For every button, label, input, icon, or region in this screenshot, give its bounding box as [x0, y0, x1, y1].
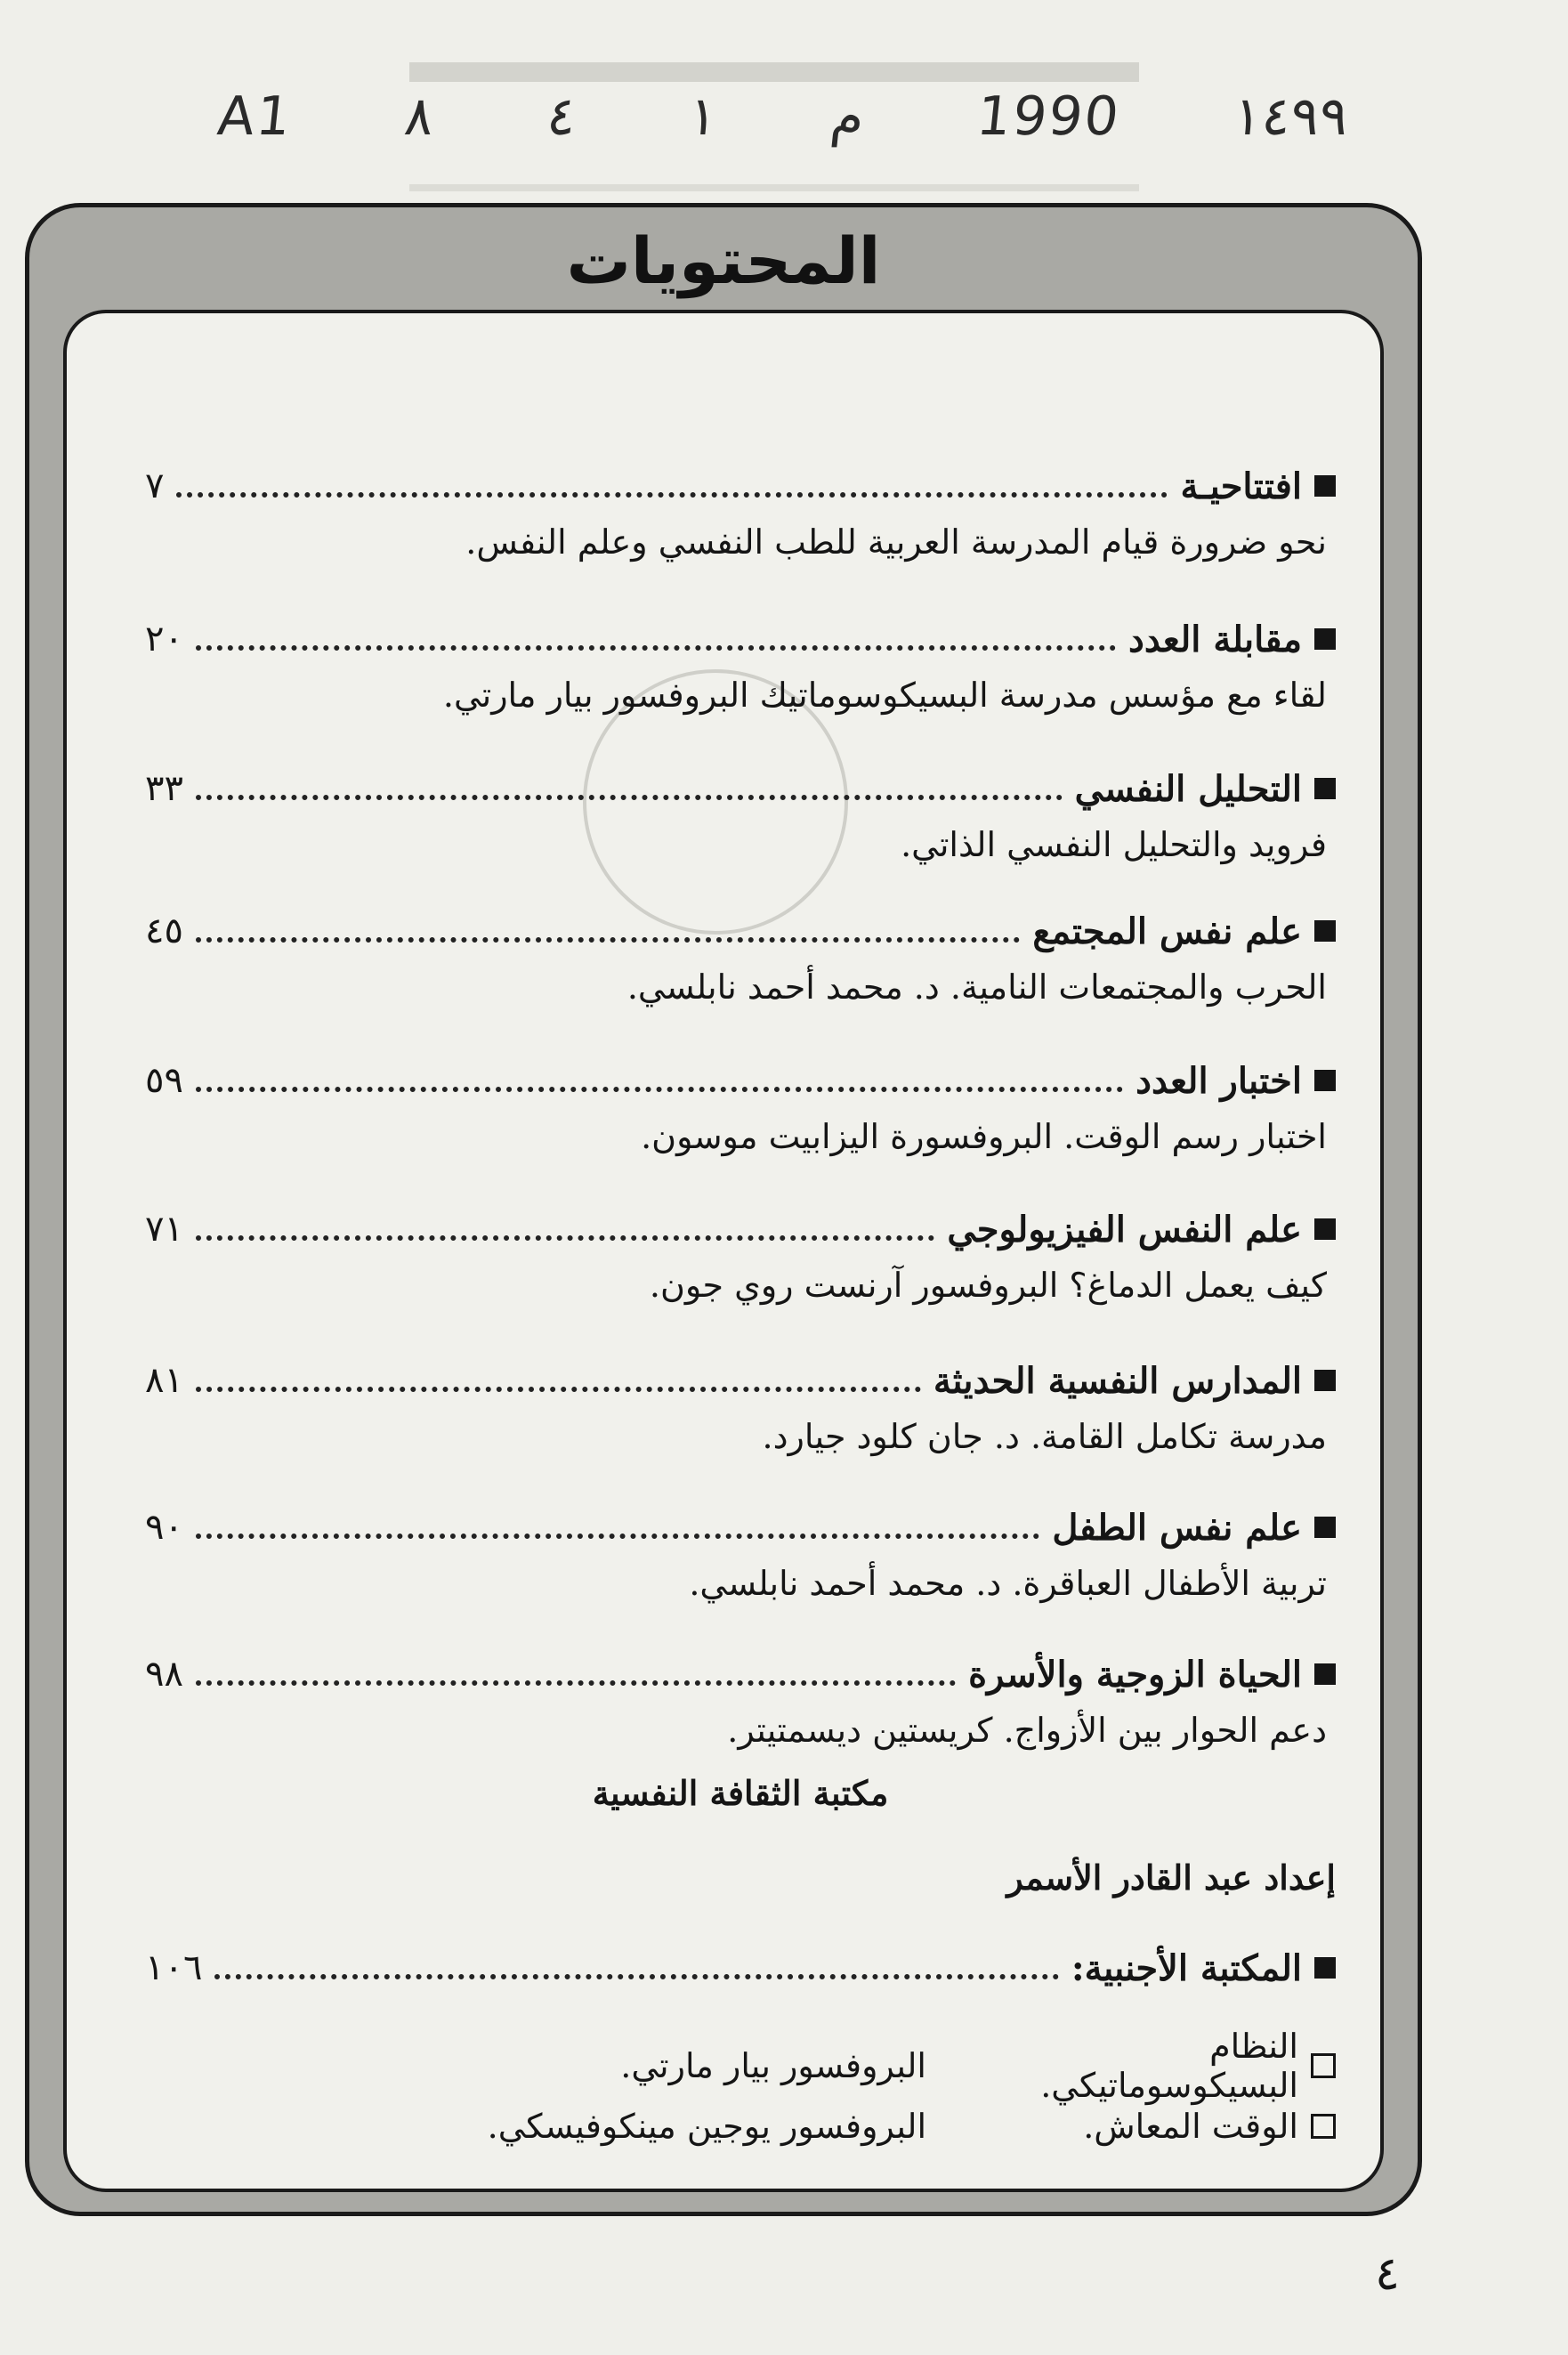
- toc-entry[interactable]: [145, 1501, 1336, 1603]
- page-number: ٤: [1375, 2247, 1400, 2301]
- entry-heading: علم نفس الطفل: [1052, 1506, 1302, 1549]
- leader-dots: [196, 1087, 1123, 1092]
- library-editor: إعداد عبد القادر الأسمر: [1006, 1857, 1336, 1898]
- handwriting-item: ٤: [544, 85, 579, 148]
- bullet-square-icon: [1314, 1957, 1336, 1979]
- library-heading: مكتبة الثقافة النفسية: [592, 1773, 889, 1813]
- toc-entry[interactable]: [145, 1055, 1336, 1156]
- entry-subtitle: دعم الحوار بين الأزواج. كريستين ديسمتيتر.: [727, 1711, 1327, 1750]
- entry-page: ٧: [145, 465, 165, 506]
- entry-page: ١٠٦: [145, 1947, 203, 1988]
- library-item-title: النظام البسيكوسوماتيكي.: [1040, 2027, 1298, 2105]
- bullet-square-icon: [1314, 1370, 1336, 1391]
- contents-panel: [63, 310, 1384, 2192]
- leader-dots: [214, 1974, 1058, 1979]
- entry-heading: المكتبة الأجنبية:: [1071, 1946, 1302, 1989]
- leader-dots: [196, 937, 1020, 943]
- leader-dots: [176, 492, 1168, 498]
- library-item-author: البروفسور بيار مارتي.: [620, 2046, 926, 2085]
- entry-page: ٨١: [145, 1360, 183, 1401]
- library-item-author: البروفسور يوجين مينكوفيسكي.: [487, 2107, 926, 2146]
- entry-subtitle: نحو ضرورة قيام المدرسة العربية للطب النفسي وعلم النفس.: [465, 522, 1327, 562]
- handwriting-item: م: [828, 85, 868, 148]
- bullet-square-icon: [1314, 628, 1336, 650]
- contents-frame: [25, 203, 1422, 2216]
- handwriting-item: ٨: [401, 85, 438, 148]
- toc-entry-foreign-library[interactable]: [145, 1942, 1336, 1994]
- library-item-title: الوقت المعاش.: [1083, 2107, 1298, 2146]
- library-item[interactable]: [145, 2027, 1336, 2105]
- handwriting-item: ١٤٩٩: [1230, 85, 1352, 148]
- handwriting-item: A1: [214, 85, 295, 148]
- leader-dots: [196, 1387, 921, 1392]
- entry-subtitle: اختبار رسم الوقت. البروفسورة اليزابيت موسون.: [641, 1117, 1327, 1156]
- entry-heading: المدارس النفسية الحديثة: [933, 1359, 1302, 1402]
- leader-dots: [196, 1534, 1039, 1539]
- handwriting-item: ١: [685, 85, 722, 148]
- entry-page: ٣٣: [145, 768, 183, 809]
- entry-subtitle: كيف يعمل الدماغ؟ البروفسور آرنست روي جون.: [649, 1266, 1327, 1305]
- entry-page: ٩٠: [145, 1507, 183, 1548]
- entry-subtitle: الحرب والمجتمعات النامية. د. محمد أحمد نابلسي.: [626, 967, 1327, 1007]
- toc-entry[interactable]: [145, 1648, 1336, 1750]
- toc-entry[interactable]: [145, 905, 1336, 1007]
- toc-entry[interactable]: [145, 1203, 1336, 1305]
- leader-dots: [196, 1680, 956, 1686]
- handwritten-annotation: [214, 85, 1352, 148]
- bullet-square-icon: [1314, 1218, 1336, 1240]
- bullet-square-icon: [1314, 1517, 1336, 1538]
- entry-page: ٧١: [145, 1209, 183, 1250]
- entry-subtitle: تربية الأطفال العباقرة. د. محمد أحمد نابلسي.: [689, 1564, 1327, 1603]
- bullet-square-icon: [1314, 778, 1336, 799]
- leader-dots: [196, 645, 1116, 651]
- checkbox-icon: [1311, 2114, 1336, 2139]
- entry-subtitle: لقاء مع مؤسس مدرسة البسيكوسوماتيك البروفسور بيار مارتي.: [442, 676, 1327, 715]
- entry-heading: افتتاحيـة: [1180, 465, 1302, 507]
- toc-entry[interactable]: [145, 763, 1336, 864]
- entry-heading: اختبار العدد: [1136, 1059, 1302, 1102]
- checkbox-icon: [1311, 2053, 1336, 2078]
- entry-subtitle: فرويد والتحليل النفسي الذاتي.: [901, 825, 1327, 864]
- contents-list: [67, 313, 1380, 2189]
- toc-entry[interactable]: [145, 460, 1336, 562]
- entry-page: ٤٥: [145, 910, 183, 951]
- entry-heading: الحياة الزوجية والأسرة: [968, 1653, 1302, 1695]
- bullet-square-icon: [1314, 475, 1336, 497]
- bullet-square-icon: [1314, 1663, 1336, 1685]
- entry-page: ٥٩: [145, 1060, 183, 1101]
- entry-heading: علم نفس المجتمع: [1032, 910, 1302, 952]
- leader-dots: [196, 1235, 934, 1241]
- bullet-square-icon: [1314, 1070, 1336, 1091]
- entry-heading: التحليل النفسي: [1074, 767, 1302, 810]
- entry-page: ٢٠: [145, 619, 183, 660]
- entry-heading: علم النفس الفيزيولوجي: [947, 1208, 1302, 1250]
- page-title: المحتويات: [566, 223, 881, 298]
- bullet-square-icon: [1314, 920, 1336, 942]
- entry-subtitle: مدرسة تكامل القامة. د. جان كلود جيارد.: [762, 1417, 1327, 1456]
- toc-entry[interactable]: [145, 1355, 1336, 1456]
- toc-entry[interactable]: [145, 613, 1336, 715]
- entry-page: ٩٨: [145, 1654, 183, 1695]
- library-item[interactable]: [145, 2107, 1336, 2146]
- handwriting-item: 1990: [974, 85, 1124, 148]
- entry-heading: مقابلة العدد: [1128, 618, 1302, 660]
- leader-dots: [196, 795, 1063, 800]
